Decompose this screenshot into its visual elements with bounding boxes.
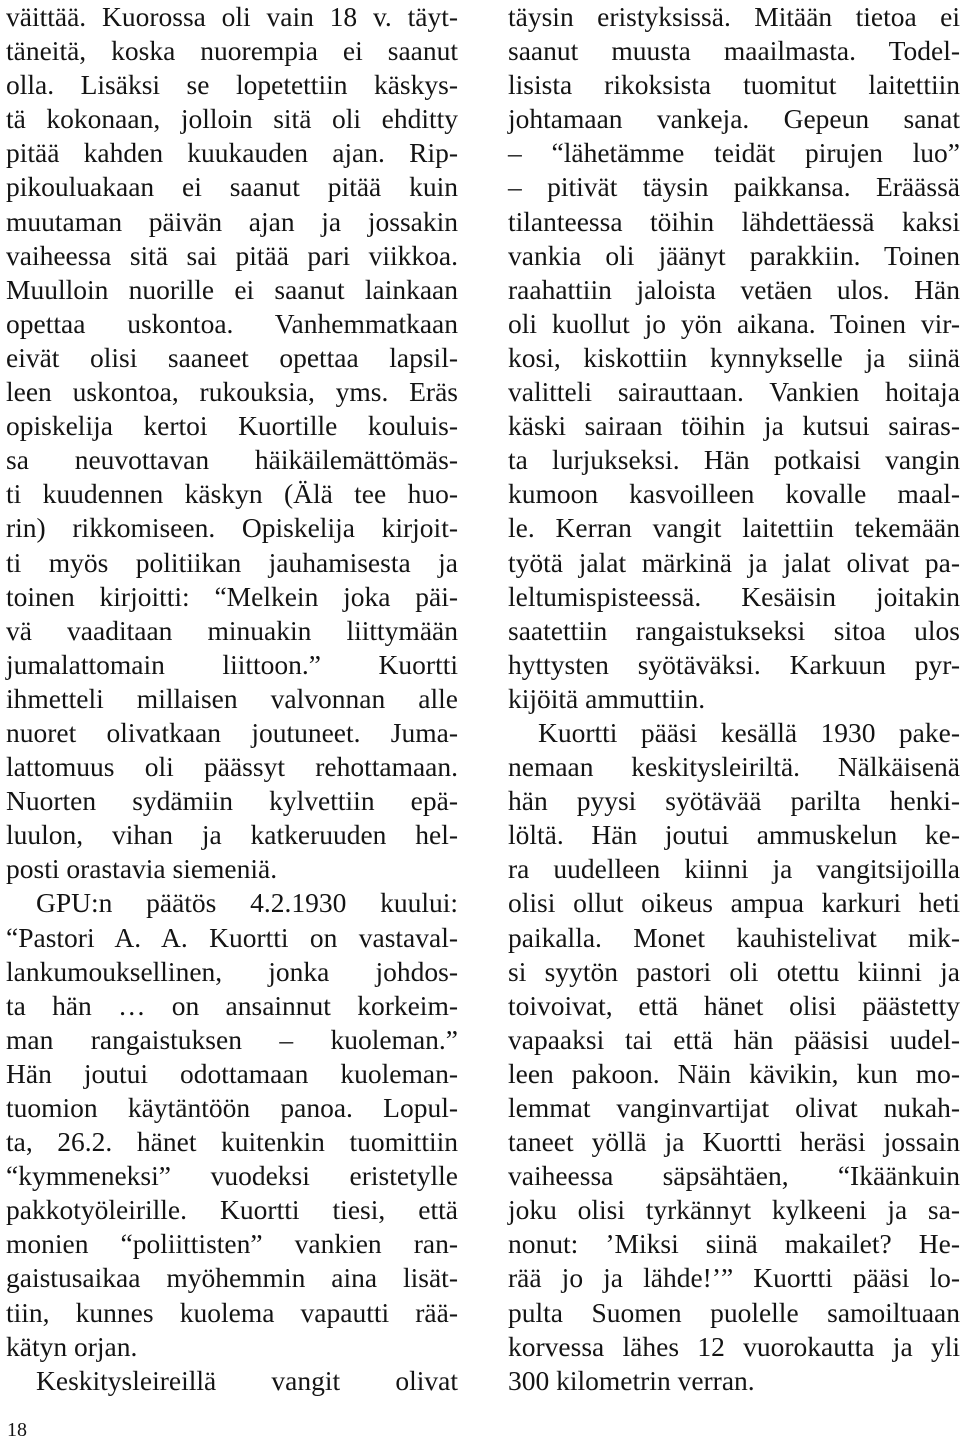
text-line: pikouluakaan ei saanut pitää kuin [6, 171, 458, 203]
text-line: monien “poliittisten” vankien ran- [6, 1228, 458, 1260]
text-line: hän pyysi syötävää parilta henki- [508, 785, 960, 817]
text-line: man rangaistuksen – kuoleman.” [6, 1023, 458, 1055]
text-line: kätyn orjan. [6, 1330, 138, 1362]
text-line: ta lurjukseksi. Hän potkaisi vangin [508, 444, 960, 476]
text-line: vaiheessa sitä sai pitää pari viikkoa. [6, 239, 458, 271]
text-line: si syytön pastori oli otettu kiinni ja [508, 955, 960, 987]
text-line: saanut muusta maailmasta. Todel- [508, 35, 960, 67]
text-line: vankia oli jäänyt parakkiin. Toinen [508, 239, 960, 271]
text-line: toinen kirjoitti: “Melkein joka päi- [6, 580, 458, 612]
text-line: kijöitä ammuttiin. [508, 682, 706, 714]
text-line: leltumispisteessä. Kesäisin joitakin [508, 580, 960, 612]
text-line: eivät olisi saaneet opettaa lapsil- [6, 341, 458, 373]
text-line: 300 kilometrin verran. [508, 1364, 755, 1396]
text-line: kosi, kiskottiin kynnykselle ja siinä [508, 341, 960, 373]
page-number: 18 [7, 1419, 27, 1441]
text-line: Kuortti pääsi kesällä 1930 pake- [538, 716, 960, 748]
text-line: pulta Suomen puolelle samoiltuaan [508, 1296, 960, 1328]
text-line: tä kokonaan, jolloin sitä oli ehditty [6, 103, 458, 135]
text-line: le. Kerran vangit laitettiin tekemään [508, 512, 960, 544]
text-line: “kymmeneksi” vuodeksi eristetylle [6, 1160, 458, 1192]
text-line: oli kuollut jo yön aikana. Toinen vir- [508, 307, 960, 339]
text-line: rin) rikkomiseen. Opiskelija kirjoit- [6, 512, 458, 544]
text-line: olisi ollut oikeus ampua karkuri heti [508, 887, 960, 919]
text-line: ta, 26.2. hänet kuitenkin tuomittiin [6, 1126, 458, 1158]
text-line: Keskitysleireillä vangit olivat [36, 1364, 458, 1396]
text-line: luulon, vihan ja katkeruuden hel- [6, 819, 458, 851]
text-line: – “lähetämme teidät pirujen luo” [508, 137, 960, 169]
text-line: Nuorten sydämiin kylvettiin epä- [6, 785, 458, 817]
text-line: täneitä, koska nuorempia ei saanut [6, 35, 458, 67]
text-line: opiskelija kertoi Kuortille kouluis- [6, 410, 458, 442]
text-line: ti kuudennen käskyn (Älä tee huo- [6, 478, 458, 510]
text-line: saatettiin rangaistukseksi sitoa ulos [508, 614, 960, 646]
text-line: nuoret olivatkaan joutuneet. Juma- [6, 716, 458, 748]
text-line: muutaman päivän ajan ja jossakin [6, 205, 458, 237]
text-line: käski sairaan töihin ja kutsui sairas- [508, 410, 960, 442]
text-line: lemmat vanginvartijat olivat nukah- [508, 1092, 960, 1123]
text-line: opettaa uskontoa. Vanhemmatkaan [6, 307, 458, 339]
text-line: gaistusaikaa myöhemmin aina lisät- [6, 1262, 458, 1294]
text-line: posti orastavia siemeniä. [6, 853, 278, 885]
text-line: ti myös politiikan jauhamisesta ja [6, 546, 458, 578]
text-line: vä vaaditaan minuakin liittymään [6, 614, 458, 646]
text-line: toivoivat, että hänet olisi päästetty [508, 989, 960, 1021]
text-line: Hän joutui odottamaan kuoleman- [6, 1057, 458, 1089]
text-line: valitteli sairauttaan. Vankien hoitaja [508, 376, 960, 408]
text-line: löltä. Hän joutui ammuskelun ke- [508, 819, 960, 851]
text-line: johtamaan vankeja. Gepeun sanat [508, 103, 960, 135]
text-line: lattomuus oli päässyt rehottamaan. [6, 751, 458, 783]
right-text-column [508, 0, 960, 1398]
text-line: tilanteessa töihin lähdettäessä kaksi [508, 205, 960, 237]
text-line: jumalattomain liittoon.” Kuortti [6, 648, 458, 680]
text-line: taneet yöllä ja Kuortti heräsi jossain [508, 1126, 960, 1158]
text-line: leen uskontoa, rukouksia, yms. Eräs [6, 376, 458, 408]
text-line: nemaan keskitysleiriltä. Nälkäisenä [508, 751, 960, 783]
text-line: sa neuvottavan häikäilemättömäs- [6, 444, 458, 476]
text-line: hyttysten syötäväksi. Karkuun pyr- [508, 648, 960, 680]
text-line: pakkotyöleirille. Kuortti tiesi, että [6, 1194, 458, 1226]
text-line: vaiheessa säpsähtäen, “Ikäänkuin [508, 1160, 960, 1192]
text-line: ihmetteli millaisen valvonnan alle [6, 682, 458, 714]
text-line: raahattiin jaloista vetäen ulos. Hän [508, 273, 960, 305]
text-line: ra uudelleen kiinni ja vangitsijoilla [508, 853, 960, 885]
text-line: vapaaksi tai että hän pääsisi uudel- [508, 1023, 960, 1055]
text-line: korvessa lähes 12 vuorokautta ja yli [508, 1330, 960, 1362]
text-line: pitää kahden kuukauden ajan. Rip- [6, 137, 458, 169]
text-line: leen pakoon. Näin kävikin, kun mo- [508, 1057, 960, 1089]
text-line: olla. Lisäksi se lopetettiin käskys- [6, 69, 458, 101]
text-line: väittää. Kuorossa oli vain 18 v. täyt- [6, 1, 458, 32]
text-line: lisista rikoksista tuomitut laitettiin [508, 69, 960, 101]
text-line: “Pastori A. A. Kuortti on vastaval- [6, 921, 458, 953]
text-line: tuomion käytäntöön panoa. Lopul- [6, 1092, 458, 1123]
text-line: nonut: ’Miksi siinä makailet? He- [508, 1228, 960, 1260]
text-line: työtä jalat märkinä ja jalat olivat pa- [508, 546, 960, 578]
text-line: täysin eristyksissä. Mitään tietoa ei [508, 1, 960, 32]
text-line: paikalla. Monet kauhistelivat mik- [508, 921, 960, 953]
text-line: rää jo ja lähde!’” Kuortti pääsi lo- [508, 1262, 960, 1294]
text-line: – pitivät täysin paikkansa. Eräässä [508, 171, 960, 203]
text-line: ta hän … on ansainnut korkeim- [6, 989, 458, 1021]
text-line: Muulloin nuorille ei saanut lainkaan [6, 273, 458, 305]
text-line: joku olisi tyrkännyt kylkeeni ja sa- [508, 1194, 960, 1226]
text-line: tiin, kunnes kuolema vapautti rää- [6, 1296, 458, 1328]
text-line: kumoon kasvoilleen kovalle maal- [508, 478, 960, 510]
left-text-column [6, 0, 458, 1398]
text-line: lankumouksellinen, jonka johdos- [6, 955, 458, 987]
text-line: GPU:n päätös 4.2.1930 kuului: [36, 887, 458, 919]
